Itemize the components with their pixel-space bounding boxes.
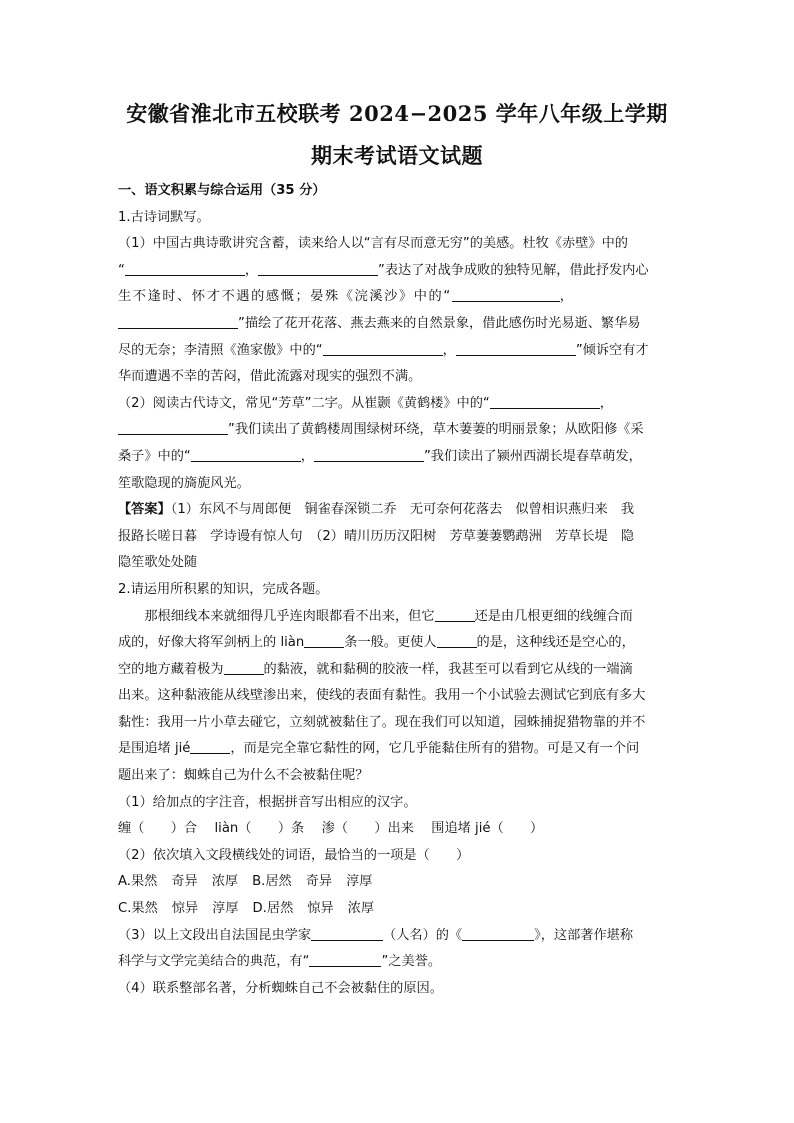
- q2-sub3-line2: [118, 949, 678, 976]
- option-word: 奇异: [171, 874, 198, 890]
- fill-blank[interactable]: [190, 739, 230, 754]
- q2-sub3-line1: [118, 923, 678, 950]
- q2-sub1: （1）给加点的字注音，根据拼音写出相应的汉字。: [118, 794, 417, 810]
- fill-blank[interactable]: [452, 287, 560, 302]
- fill-blank[interactable]: [309, 952, 381, 967]
- section-heading: 一、语文积累与综合运用（35 分）: [118, 183, 326, 198]
- text: ”我们读出了颍州西湖长堤春草萌发，: [423, 448, 642, 464]
- answer-line2: 报路长嗟日暮 学诗谩有惊人句 （2）晴川历历汉阳树 芳草萋萋鹦鹉洲 芳草长堤 隐: [118, 528, 635, 544]
- text: ”表达了对战争成败的独特见解，借此抒发内心: [378, 262, 649, 278]
- fill-blank[interactable]: [191, 447, 301, 462]
- text: 成的，好像大将军剑柄上的 liàn: [118, 635, 305, 651]
- text: 空的地方藏着极为: [118, 661, 224, 677]
- q1-part1-line6: 华而遭遇不幸的苦闷，借此流露对现实的强烈不满。: [118, 369, 422, 385]
- fill-blank[interactable]: [258, 261, 378, 276]
- options-ab: [118, 869, 678, 896]
- option-word: 浓厚: [211, 874, 239, 890]
- text: 生不逢时、怀才不遇的感慨；晏殊《浣溪沙》中的“: [118, 289, 452, 305]
- fill-blank[interactable]: [224, 660, 264, 675]
- text: ”之美誉。: [381, 954, 442, 970]
- options-cd: [118, 896, 678, 923]
- answer-tag: 【答案】: [118, 502, 171, 518]
- text: 条一般。更使人: [344, 635, 437, 651]
- text: 的是，这种线还是空心的，: [476, 635, 635, 651]
- q1-part2-line4: 笙歌隐现的旖旎风光。: [118, 475, 250, 491]
- fill-blank[interactable]: [437, 633, 477, 648]
- text: （2）阅读古代诗文，常见“芳草”二字。从崔颢《黄鹤楼》中的“: [118, 395, 490, 411]
- passage-line2: [118, 630, 678, 657]
- exam-title-line1: 安徽省淮北市五校联考 2024−2025 学年八年级上学期: [126, 101, 668, 126]
- q1-part2-line1: [118, 391, 678, 418]
- text: ，: [442, 342, 456, 358]
- option-a[interactable]: A.果然: [118, 874, 158, 890]
- text: ，: [244, 262, 259, 278]
- text: ”描绘了花开花落、燕去燕来的自然景象，借此感伤时光易逝、繁华易: [238, 315, 641, 331]
- fill-blank[interactable]: [462, 926, 534, 941]
- fill-blank[interactable]: [435, 607, 475, 622]
- passage-line7: 题出来了：蜘蛛自己为什么不会被黏住呢？: [118, 768, 369, 784]
- option-word: 浓厚: [347, 901, 375, 917]
- answer-line1: [118, 497, 678, 524]
- passage-line6: [118, 736, 678, 763]
- text: ，: [300, 448, 314, 464]
- text: （人名）的《: [383, 927, 463, 943]
- text: 还是由几根更细的线缠合而: [474, 608, 633, 624]
- q2-sub1-items: 缠（ ）合 liàn（ ）条 渗（ ）出来 围追堵 jié（ ）: [118, 821, 544, 837]
- exam-title-line2: 期末考试语文试题: [311, 143, 483, 168]
- passage-line1: [118, 604, 678, 631]
- option-word: 淳厚: [346, 874, 373, 890]
- fill-blank[interactable]: [118, 314, 238, 329]
- text: ，而是完全靠它黏性的网，它几乎能黏住所有的猎物。可是又有一个问: [230, 741, 640, 757]
- fill-blank[interactable]: [490, 394, 600, 409]
- question-1-stem: 1.古诗词默写。: [118, 209, 210, 225]
- q1-part1-line5: [118, 338, 678, 365]
- text: ”倾诉空有才: [575, 342, 649, 358]
- option-c[interactable]: C.果然: [118, 901, 158, 917]
- passage-line3: [118, 657, 678, 684]
- text: 桑子》中的“: [118, 448, 191, 464]
- text: （1）东风不与周郎便 铜雀春深锁二乔 无可奈何花落去 似曾相识燕归来 我: [170, 502, 635, 518]
- text: 那根细线本来就细得几乎连肉眼都看不出来，但它: [144, 608, 435, 624]
- q1-part1-line1: （1）中国古典诗歌讲究含蓄，读来给人以“言有尽而意无穷”的美感。杜牧《赤壁》中的: [118, 236, 628, 252]
- fill-blank[interactable]: [118, 420, 228, 435]
- fill-blank[interactable]: [456, 341, 576, 356]
- passage-line5: 黏性：我用一片小草去碰它，立刻就被黏住了。现在我们可以知道，园蛛捕捉猎物靠的并不: [118, 714, 646, 730]
- q1-part2-line3: [118, 444, 678, 471]
- text: ”我们读出了黄鹤楼周围绿树环绕，草木萋萋的明丽景象；从欧阳修《采: [228, 422, 644, 438]
- answer-line3: 隐笙歌处处随: [118, 555, 198, 571]
- fill-blank[interactable]: [125, 261, 245, 276]
- fill-blank[interactable]: [314, 447, 424, 462]
- text: 》，这部著作堪称: [534, 927, 634, 943]
- text: ，: [599, 395, 613, 411]
- text: 是围追堵 jié: [118, 741, 191, 757]
- q2-sub2: （2）依次填入文段横线处的词语，最恰当的一项是（ ）: [118, 847, 470, 863]
- option-b[interactable]: B.居然: [252, 874, 292, 890]
- option-d[interactable]: D.居然: [252, 901, 294, 917]
- q1-part1-line4: [118, 311, 678, 338]
- text: ，: [559, 289, 575, 305]
- q2-sub4: （4）联系整部名著，分析蜘蛛自己不会被黏住的原因。: [118, 980, 443, 996]
- option-word: 惊异: [307, 901, 334, 917]
- text: 科学与文学完美结合的典范，有“: [118, 954, 310, 970]
- option-word: 奇异: [305, 874, 333, 890]
- fill-blank[interactable]: [311, 926, 383, 941]
- text: 尽的无奈；李清照《渔家傲》中的“: [118, 342, 323, 358]
- option-word: 惊异: [171, 901, 199, 917]
- option-word: 淳厚: [212, 901, 239, 917]
- text: “: [118, 262, 125, 278]
- question-2-stem: 2.请运用所积累的知识，完成各题。: [118, 581, 329, 597]
- passage-line4: 出来。这种黏液能从线壁渗出来，使线的表面有黏性。我用一个小试验去测试它到底有多大: [118, 688, 646, 704]
- text: （3）以上文段出自法国昆虫学家: [118, 927, 312, 943]
- fill-blank[interactable]: [323, 341, 443, 356]
- q1-part1-line2: [118, 258, 678, 285]
- text: 的黏液，就和黏稠的胶液一样，我甚至可以看到它从线的一端滴: [263, 661, 633, 677]
- q1-part2-line2: [118, 417, 678, 444]
- q1-part1-line3: [118, 284, 678, 311]
- exam-body: [118, 178, 678, 1002]
- fill-blank[interactable]: [304, 633, 344, 648]
